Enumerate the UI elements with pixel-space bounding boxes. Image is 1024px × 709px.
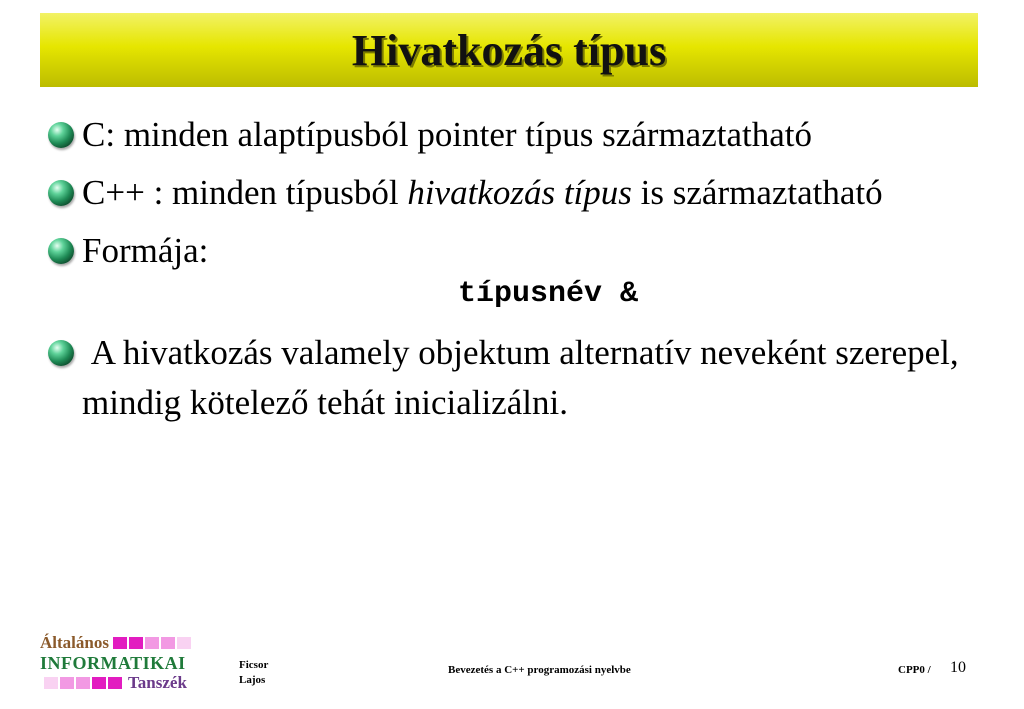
bullet-part-italic: hivatkozás típus <box>407 173 632 212</box>
bullet-list <box>48 110 988 436</box>
bullet-part: Formája: <box>82 231 209 270</box>
logo-blocks <box>113 637 191 649</box>
author-first: Ficsor <box>239 659 269 671</box>
logo-blocks <box>44 677 122 689</box>
title-bar <box>40 13 978 87</box>
bullet-icon <box>48 110 82 160</box>
footer <box>0 625 1024 709</box>
logo-line3: Tanszék <box>128 673 187 692</box>
bullet-text <box>82 110 988 160</box>
bullet-part: C++ : minden típusból <box>82 173 408 212</box>
course-title: Bevezetés a C++ programozási nyelvbe <box>448 664 631 676</box>
bullet-text <box>82 168 988 218</box>
bullet-icon <box>48 226 82 276</box>
bullet-icon <box>48 328 82 378</box>
bullet-icon <box>48 168 82 218</box>
department-logo <box>40 633 200 693</box>
page-number: 10 <box>950 659 966 676</box>
author <box>239 658 268 688</box>
bullet-item <box>48 226 988 276</box>
bullet-text <box>82 226 988 276</box>
code-syntax: típusnév & <box>457 277 639 311</box>
logo-line1: Általános <box>40 633 109 652</box>
bullet-part: is származtatható <box>631 173 883 212</box>
bullet-text: A hivatkozás valamely objektum alternatív neveként szerepel, mindig kötelező tehát inicializálni. <box>82 333 968 422</box>
logo-line2: INFORMATIKAI <box>40 652 186 673</box>
page-label: CPP0 / <box>898 664 931 676</box>
slide-title: Hivatkozás típus <box>351 25 667 75</box>
bullet-item <box>48 328 988 428</box>
bullet-part: C: minden alaptípusból pointer típus származtatható <box>82 115 812 154</box>
bullet-item <box>48 168 988 218</box>
author-last: Lajos <box>239 674 266 686</box>
bullet-item <box>48 110 988 160</box>
